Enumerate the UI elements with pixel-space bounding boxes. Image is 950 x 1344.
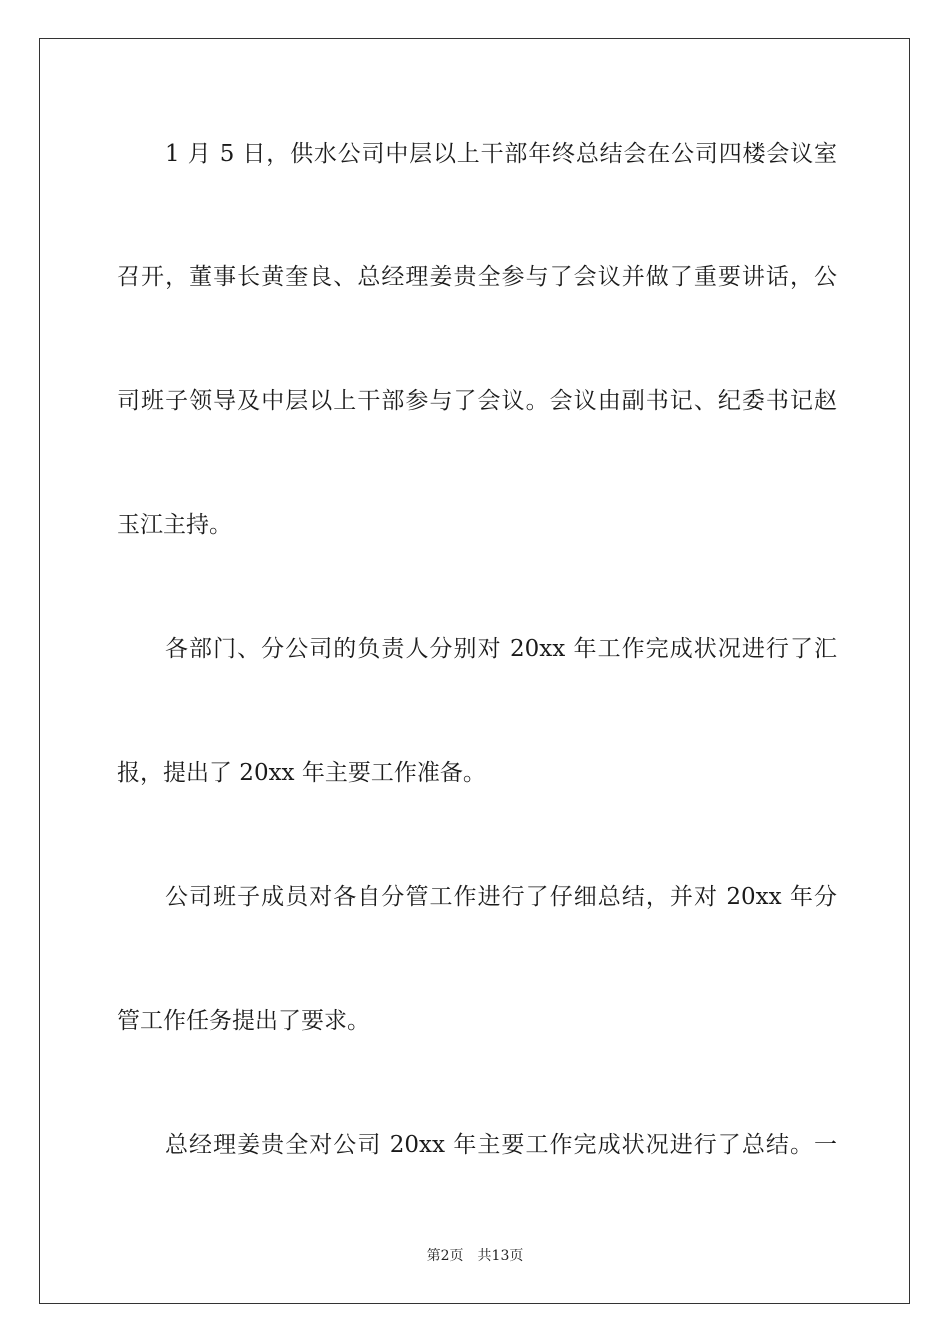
paragraph-3-line-1: 公司班子成员对各自分管工作进行了仔细总结，并对 20xx 年分 [165, 884, 837, 910]
paragraph-1-line-2: 召开，董事长黄奎良、总经理姜贵全参与了会议并做了重要讲话，公 [117, 264, 837, 290]
page-number: 第2页 [426, 1248, 464, 1264]
page-border [39, 38, 910, 1304]
paragraph-2-line-1: 各部门、分公司的负责人分别对 20xx 年工作完成状况进行了汇 [165, 636, 837, 662]
paragraph-3-line-2: 管工作任务提出了要求。 [117, 1008, 370, 1034]
page-total: 共13页 [477, 1248, 524, 1264]
paragraph-1-line-3: 司班子领导及中层以上干部参与了会议。会议由副书记、纪委书记赵 [117, 388, 837, 414]
paragraph-1-line-4: 玉江主持。 [117, 512, 232, 538]
paragraph-1-line-1: 1 月 5 日，供水公司中层以上干部年终总结会在公司四楼会议室 [165, 141, 837, 167]
paragraph-4-line-1: 总经理姜贵全对公司 20xx 年主要工作完成状况进行了总结。一 [165, 1132, 837, 1158]
paragraph-2-line-2: 报，提出了 20xx 年主要工作准备。 [117, 760, 486, 786]
page-footer [0, 1247, 950, 1265]
